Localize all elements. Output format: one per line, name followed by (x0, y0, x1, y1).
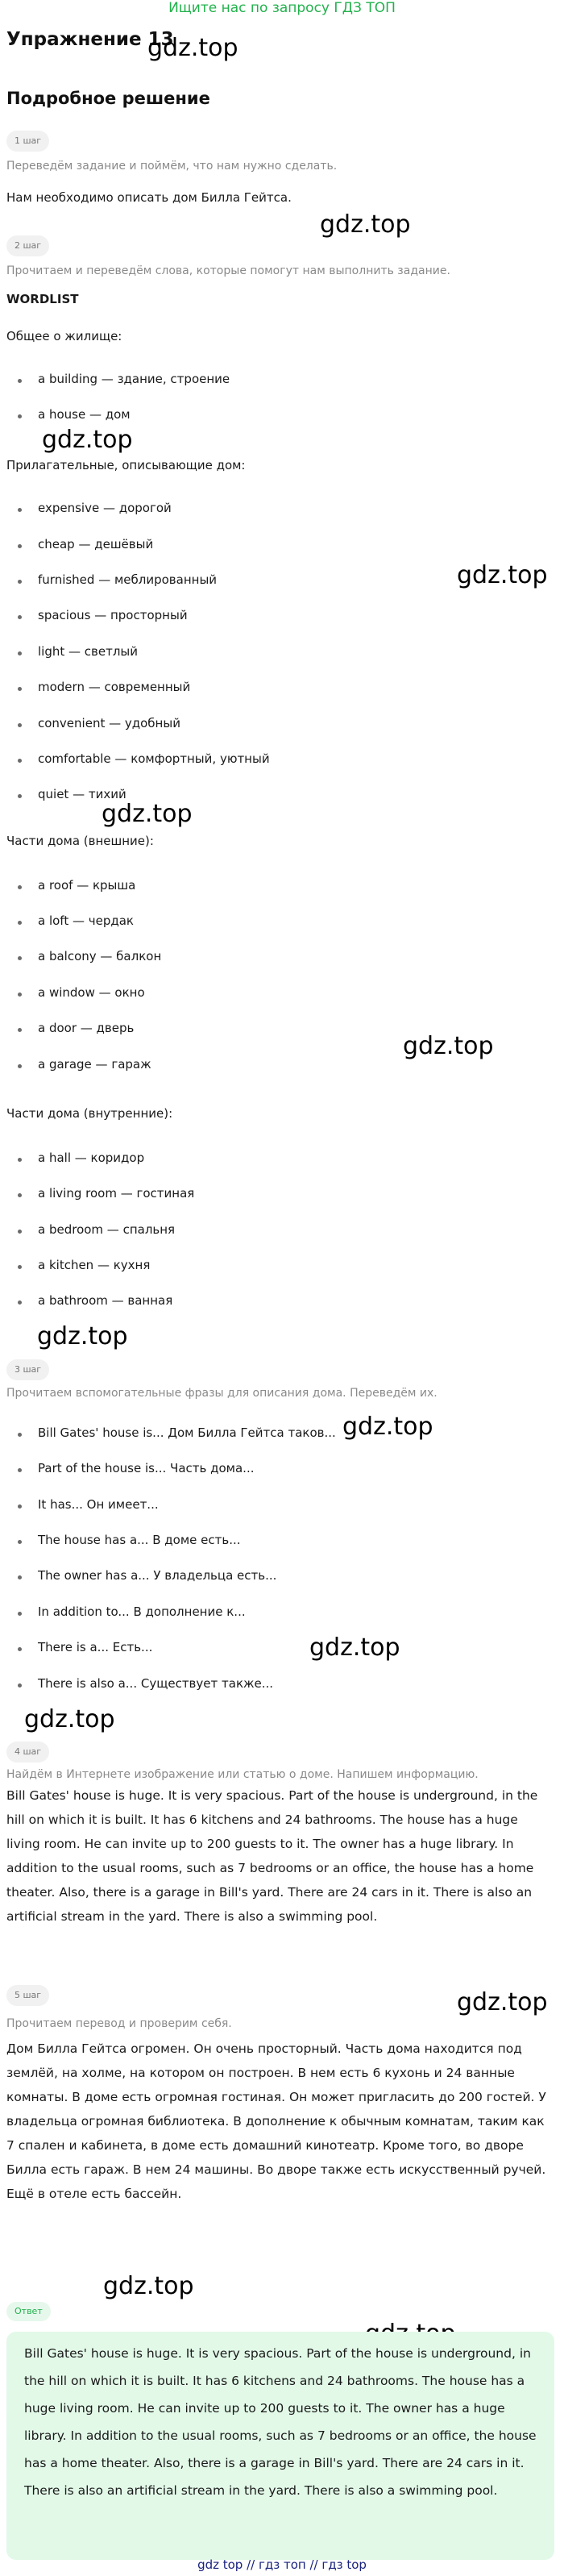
list-item: Part of the house is... Часть дома... (38, 1461, 255, 1475)
list-item: light — светлый (38, 644, 139, 659)
bullet-icon (18, 1064, 22, 1068)
list-item: cheap — дешёвый (38, 537, 154, 551)
bullet-icon (18, 414, 22, 418)
bullet-icon (18, 1230, 22, 1234)
bullet-icon (18, 759, 22, 763)
bullet-icon (18, 1540, 22, 1544)
bullet-icon (18, 956, 22, 960)
step-2-description: Прочитаем и переведём слова, которые помогут нам выполнить задание. (6, 264, 450, 277)
answer-text: Bill Gates' house is huge. It is very spacious. Part of the house is underground, in the hill on which it is built. It has 6 kitchens and 24 bathrooms. The house has a huge living room. He can invite up to 200 guests to it. The owner has a huge library. In addition to the usual rooms, such as 7 bedrooms or an office, the house has a home theater. Also, there is a garage in Bill's yard. There are 24 cars in it. There is also an artificial stream in the yard. There is also a swimming pool. (24, 2346, 537, 2498)
bullet-icon (18, 1028, 22, 1032)
watermark: gdz.top (42, 426, 133, 454)
list-item: a window — окно (38, 985, 145, 1000)
wordlist-group-title: Прилагательные, описывающие дом: (6, 458, 246, 472)
list-item: modern — современный (38, 680, 191, 694)
list-item: Bill Gates' house is... Дом Билла Гейтса таков... (38, 1425, 336, 1440)
list-item: a bedroom — спальня (38, 1222, 176, 1237)
bullet-icon (18, 1193, 22, 1197)
bullet-icon (18, 615, 22, 619)
bullet-icon (18, 687, 22, 691)
step-4-description: Найдём в Интернете изображение или статью о доме. Напишем информацию. (6, 1768, 479, 1781)
watermark: gdz.top (102, 800, 193, 828)
watermark: gdz.top (320, 210, 411, 239)
list-item: a living room — гостиная (38, 1186, 195, 1201)
watermark: gdz.top (37, 1322, 128, 1350)
step-badge-4: 4 шаг (6, 1742, 49, 1762)
list-item: It has... Он имеет... (38, 1497, 159, 1512)
list-item: a building — здание, строение (38, 372, 230, 386)
bullet-icon (18, 723, 22, 727)
bullet-icon (18, 993, 22, 997)
list-item: a garage — гараж (38, 1057, 151, 1072)
watermark: gdz.top (309, 1633, 400, 1662)
list-item: furnished — меблированный (38, 572, 218, 587)
step-badge-1: 1 шаг (6, 131, 49, 152)
bullet-icon (18, 379, 22, 383)
bullet-icon (18, 1612, 22, 1616)
answer-badge: Ответ (6, 2302, 51, 2321)
step-badge-3: 3 шаг (6, 1359, 49, 1380)
list-item: In addition to... В дополнение к... (38, 1604, 246, 1619)
bullet-icon (18, 1647, 22, 1651)
section-subtitle: Подробное решение (6, 89, 210, 108)
bullet-icon (18, 1433, 22, 1437)
russian-text: Дом Билла Гейтса огромен. Он очень просторный. Часть дома находится под землёй, на холме, на котором он построен. В нем есть 6 кухонь и 24 ванные комнаты. В доме есть огромная гостиная. Он может пригласить до 200 гостей. У владельца огромная библиотека. В дополнение к обычным комнатам, таким как 7 спален и кабинета, в доме есть домашний кинотеатр. Кроме того, во дворе Билла есть гараж. В нем 24 машины. Во дворе также есть искусственный ручей. Ещё в отеле есть бассейн. (6, 2041, 546, 2201)
wordlist-group-title: Части дома (внешние): (6, 834, 154, 848)
list-item: a door — дверь (38, 1021, 135, 1035)
bullet-icon (18, 1158, 22, 1162)
watermark: gdz.top (457, 1988, 548, 2016)
wordlist-group-title: Общее о жилище: (6, 329, 122, 343)
step-3-description: Прочитаем вспомогательные фразы для описания дома. Переведём их. (6, 1387, 438, 1400)
list-item: a balcony — балкон (38, 949, 162, 963)
watermark: gdz.top (103, 2272, 194, 2300)
bullet-icon (18, 885, 22, 889)
english-text: Bill Gates' house is huge. It is very spacious. Part of the house is underground, in the hill on which it is built. It has 6 kitchens and 24 bathrooms. The house has a huge living room. He can invite up to 200 guests to it. The owner has a huge library. In addition to the usual rooms, such as 7 bedrooms or an office, the house has a home theater. Also, there is a garage in Bill's yard. There are 24 cars in it. There is also an artificial stream in the yard. There is also a swimming pool. (6, 1788, 538, 1924)
footer-links[interactable]: gdz top // гдз топ // гдз top (197, 2557, 367, 2572)
list-item: The house has a... В доме есть... (38, 1533, 241, 1547)
page-title: Упражнение 13 (6, 29, 174, 50)
bullet-icon (18, 921, 22, 925)
list-item: a house — дом (38, 407, 131, 422)
list-item: expensive — дорогой (38, 501, 172, 515)
watermark: gdz.top (403, 1032, 494, 1060)
list-item: There is a... Есть... (38, 1640, 153, 1654)
watermark: gdz.top (457, 561, 548, 589)
list-item: a kitchen — кухня (38, 1258, 151, 1272)
bullet-icon (18, 580, 22, 584)
bullet-icon (18, 544, 22, 548)
bullet-icon (18, 1265, 22, 1269)
bullet-icon (18, 1504, 22, 1509)
step-badge-2: 2 шаг (6, 235, 49, 256)
list-item: convenient — удобный (38, 716, 180, 730)
wordlist-title: WORDLIST (6, 292, 79, 306)
watermark: gdz.top (342, 1413, 433, 1441)
bullet-icon (18, 651, 22, 655)
list-item: a roof — крыша (38, 878, 136, 893)
bullet-icon (18, 794, 22, 798)
list-item: a loft — чердак (38, 913, 134, 928)
list-item: There is also a... Существует также... (38, 1676, 274, 1691)
step-1-description: Переведём задание и поймём, что нам нужно сделать. (6, 160, 338, 173)
list-item: a hall — коридор (38, 1151, 145, 1165)
search-hint-link[interactable]: Ищите нас по запросу ГДЗ ТОП (168, 0, 396, 16)
list-item: quiet — тихий (38, 787, 126, 801)
bullet-icon (18, 1575, 22, 1579)
bullet-icon (18, 1300, 22, 1305)
step-1-text: Нам необходимо описать дом Билла Гейтса. (6, 190, 292, 205)
watermark: gdz.top (147, 34, 238, 62)
list-item: The owner has a... У владельца есть... (38, 1568, 277, 1583)
step-badge-5: 5 шаг (6, 1985, 49, 2006)
list-item: spacious — просторный (38, 608, 188, 622)
watermark: gdz.top (24, 1705, 115, 1733)
bullet-icon (18, 508, 22, 512)
bullet-icon (18, 1468, 22, 1472)
list-item: comfortable — комфортный, уютный (38, 751, 270, 766)
list-item: a bathroom — ванная (38, 1293, 173, 1308)
wordlist-group-title: Части дома (внутренние): (6, 1106, 173, 1121)
bullet-icon (18, 1683, 22, 1688)
step-5-description: Прочитаем перевод и проверим себя. (6, 2017, 232, 2030)
